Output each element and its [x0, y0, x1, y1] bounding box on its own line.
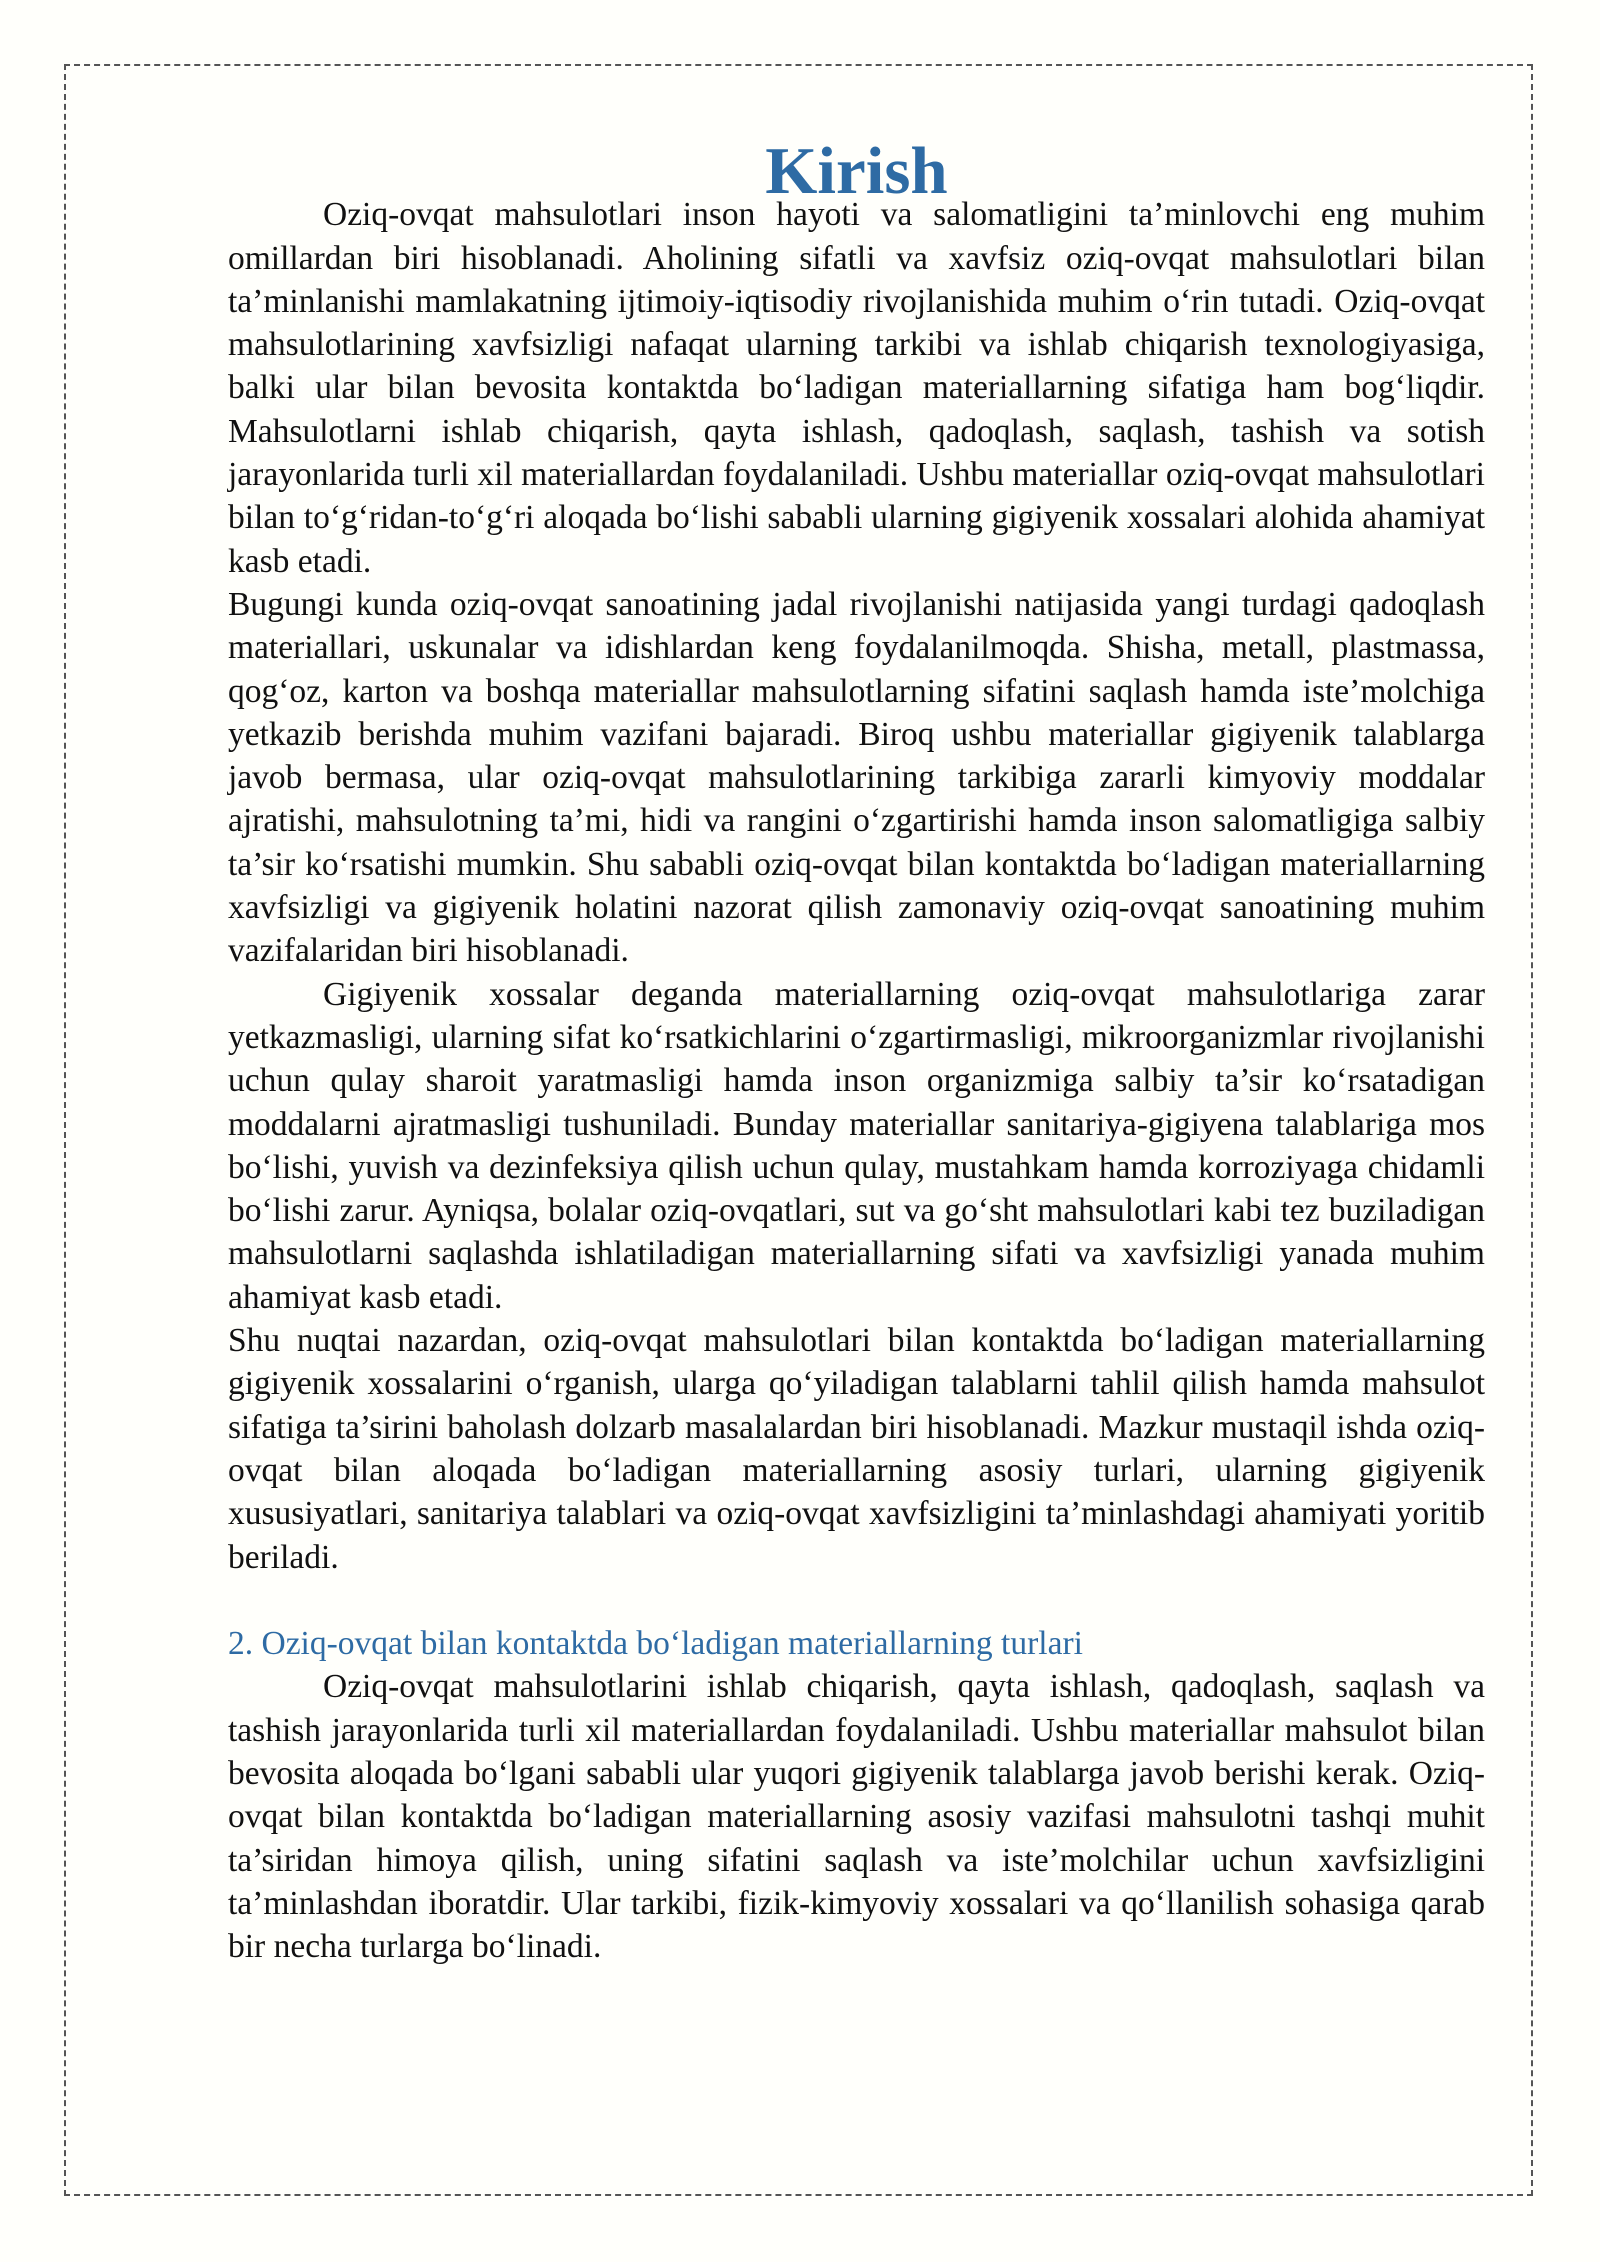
- paragraph-section-1: Oziq-ovqat mahsulotlarini ishlab chiqarish, qayta ishlash, qadoqlash, saqlash va tashish jarayonlarida turli xil materiallardan foydalaniladi. Ushbu materiallar mahsulot bilan bevosita aloqada boʻlgani sababli ular yuqori gigiyenik talablarga javob berishi kerak. Oziq-ovqat bilan kontaktda boʻladigan materiallarning asosiy vazifasi mahsulotni tashqi muhit ta’siridan himoya qilish, uning sifatini saqlash va iste’molchilar uchun xavfsizligini ta’minlashdan iboratdir. Ular tarkibi, fizik-kimyoviy xossalari va qoʻllanilish sohasiga qarab bir necha turlarga boʻlinadi.: [228, 1668, 1485, 1966]
- page-title: Kirish: [765, 134, 948, 208]
- document-body: [228, 134, 1485, 1968]
- paragraph-intro-4: Shu nuqtai nazardan, oziq-ovqat mahsulotlari bilan kontaktda boʻladigan materiallarning gigiyenik xossalarini oʻrganish, ularga qoʻyiladigan talablarni tahlil qilish hamda mahsulot sifatiga ta’sirini baholash dolzarb masalalardan biri hisoblanadi. Mazkur mustaqil ishda oziq-ovqat bilan aloqada boʻladigan materiallarning asosiy turlari, ularning gigiyenik xususiyatlari, sanitariya talablari va oziq-ovqat xavfsizligini ta’minlashdagi ahamiyati yoritib beriladi.: [228, 1322, 1485, 1576]
- paragraph-intro-2: Bugungi kunda oziq-ovqat sanoatining jadal rivojlanishi natijasida yangi turdagi qadoqlash materiallari, uskunalar va idishlardan keng foydalanilmoqda. Shisha, metall, plastmassa, qogʻoz, karton va boshqa materiallar mahsulotlarning sifatini saqlash hamda iste’molchiga yetkazib berishda muhim vazifani bajaradi. Biroq ushbu materiallar gigiyenik talablarga javob bermasa, ular oziq-ovqat mahsulotlarining tarkibiga zararli kimyoviy moddalar ajratishi, mahsulotning ta’mi, hidi va rangini oʻzgartirishi hamda inson salomatligiga salbiy ta’sir koʻrsatishi mumkin. Shu sababli oziq-ovqat bilan kontaktda boʻladigan materiallarning xavfsizligi va gigiyenik holatini nazorat qilish zamonaviy oziq-ovqat sanoatining muhim vazifalaridan biri hisoblanadi.: [228, 585, 1485, 970]
- blank-line: [228, 1579, 1485, 1622]
- section-heading: 2. Oziq-ovqat bilan kontaktda boʻladigan materiallarning turlari: [228, 1625, 1083, 1663]
- paragraph-intro-3: Gigiyenik xossalar deganda materiallarning oziq-ovqat mahsulotlariga zarar yetkazmasligi, ularning sifat koʻrsatkichlarini oʻzgartirmasligi, mikroorganizmlar rivojlanishi uchun qulay sharoit yaratmasligi hamda inson organizmiga salbiy ta’sir koʻrsatadigan moddalarni ajratmasligi tushuniladi. Bunday materiallar sanitariya-gigiyena talablariga mos boʻlishi, yuvish va dezinfeksiya qilish uchun qulay, mustahkam hamda korroziyaga chidamli boʻlishi zarur. Ayniqsa, bolalar oziq-ovqatlari, sut va goʻsht mahsulotlari kabi tez buziladigan mahsulotlarni saqlashda ishlatiladigan materiallarning sifati va xavfsizligi yanada muhim ahamiyat kasb etadi.: [228, 975, 1485, 1316]
- paragraph-intro-1: Oziq-ovqat mahsulotlari inson hayoti va salomatligini ta’minlovchi eng muhim omillardan biri hisoblanadi. Aholining sifatli va xavfsiz oziq-ovqat mahsulotlari bilan ta’minlanishi mamlakatning ijtimoiy-iqtisodiy rivojlanishida muhim oʻrin tutadi. Oziq-ovqat mahsulotlarining xavfsizligi nafaqat ularning tarkibi va ishlab chiqarish texnologiyasiga, balki ular bilan bevosita kontaktda boʻladigan materiallarning sifatiga ham bogʻliqdir. Mahsulotlarni ishlab chiqarish, qayta ishlash, qadoqlash, saqlash, tashish va sotish jarayonlarida turli xil materiallardan foydalaniladi. Ushbu materiallar oziq-ovqat mahsulotlari bilan toʻgʻridan-toʻgʻri aloqada boʻlishi sababli ularning gigiyenik xossalari alohida ahamiyat kasb etadi.: [228, 196, 1485, 580]
